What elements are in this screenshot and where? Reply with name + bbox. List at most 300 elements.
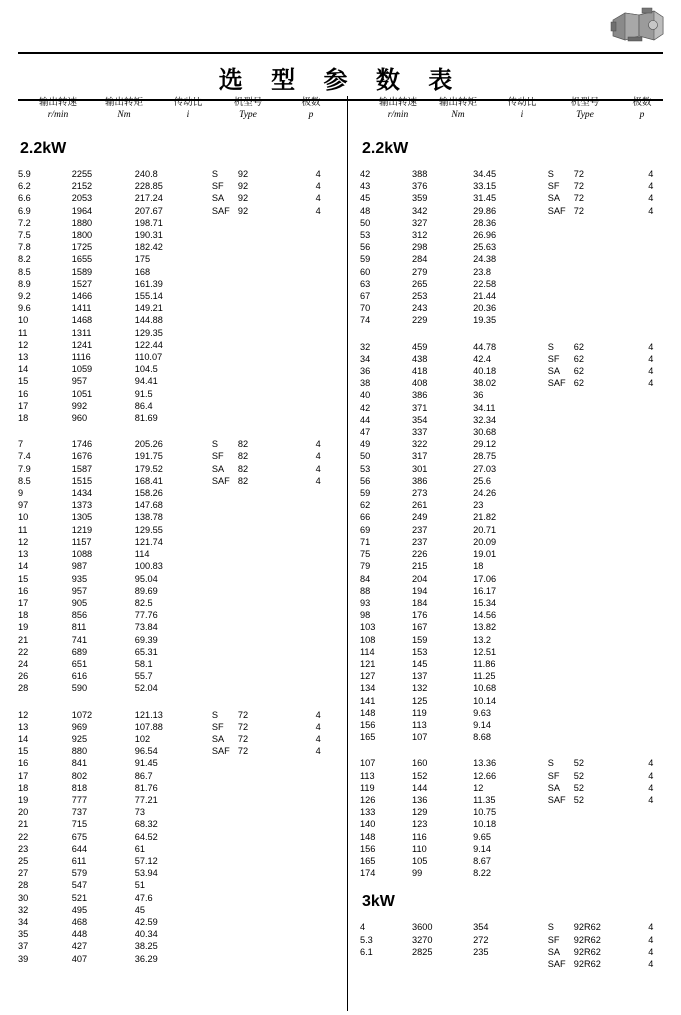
cell-output-torque: 427 bbox=[71, 941, 88, 952]
cell-output-speed: 45 bbox=[360, 193, 371, 204]
cell-output-torque: 992 bbox=[71, 400, 88, 411]
cell-type bbox=[212, 560, 298, 572]
cell-output-speed: 7.2 bbox=[18, 217, 31, 228]
table-row bbox=[18, 168, 338, 180]
cell-type bbox=[212, 475, 298, 487]
cell-output-torque: 1964 bbox=[71, 205, 93, 216]
table-row bbox=[360, 782, 670, 794]
cell-ratio: 33.15 bbox=[473, 181, 497, 192]
cell-output-torque: 167 bbox=[412, 622, 428, 633]
type-prefix: SF bbox=[547, 353, 560, 364]
type-prefix: SF bbox=[211, 721, 224, 732]
type-prefix: S bbox=[211, 169, 218, 179]
cell-ratio: 114 bbox=[134, 549, 150, 560]
table-row bbox=[18, 757, 338, 769]
type-prefix: SF bbox=[211, 451, 224, 462]
table-row bbox=[360, 229, 670, 241]
cell-type bbox=[212, 168, 298, 180]
table-row bbox=[360, 524, 670, 536]
cell-poles bbox=[632, 487, 671, 499]
cell-ratio: 26.96 bbox=[473, 230, 497, 241]
type-size: 92 bbox=[237, 169, 249, 179]
cell-output-torque: 215 bbox=[412, 561, 428, 572]
cell-output-speed: 26 bbox=[18, 671, 29, 682]
cell-output-speed: 5.3 bbox=[360, 934, 373, 945]
cell-ratio: 11.35 bbox=[473, 794, 496, 805]
cell-output-speed: 32 bbox=[18, 904, 29, 915]
cell-ratio: 20.09 bbox=[473, 536, 497, 547]
table-row bbox=[360, 192, 670, 204]
cell-ratio: 12.51 bbox=[473, 646, 497, 657]
type-size: 92 bbox=[237, 205, 249, 216]
table-row bbox=[18, 843, 338, 855]
cell-type bbox=[548, 241, 632, 253]
cell-type bbox=[548, 229, 632, 241]
cell-poles: 4 bbox=[315, 193, 321, 204]
cell-output-speed: 6.2 bbox=[18, 181, 31, 192]
cell-ratio: 121.13 bbox=[134, 709, 163, 720]
cell-output-speed: 97 bbox=[18, 500, 29, 511]
cell-output-torque: 123 bbox=[412, 819, 428, 830]
cell-output-speed: 5.9 bbox=[18, 169, 31, 179]
cell-ratio: 95.04 bbox=[134, 573, 158, 584]
cell-output-speed: 50 bbox=[360, 217, 371, 228]
cell-ratio: 73.84 bbox=[134, 622, 158, 633]
cell-type bbox=[212, 757, 298, 769]
type-size: 92 bbox=[237, 193, 249, 204]
cell-poles bbox=[632, 855, 671, 867]
table-row bbox=[360, 487, 670, 499]
cell-output-torque: 371 bbox=[412, 402, 428, 413]
cell-poles bbox=[298, 375, 338, 387]
cell-output-speed: 141 bbox=[360, 695, 376, 706]
cell-output-torque: 1305 bbox=[71, 512, 93, 523]
cell-type bbox=[548, 585, 632, 597]
table-row bbox=[18, 597, 338, 609]
cell-type bbox=[212, 524, 298, 536]
table-row bbox=[18, 831, 338, 843]
cell-ratio: 354 bbox=[473, 922, 489, 933]
cell-output-speed: 56 bbox=[360, 475, 371, 486]
table-row bbox=[18, 475, 338, 487]
cell-ratio: 38.25 bbox=[134, 941, 158, 952]
cell-output-speed: 75 bbox=[360, 549, 371, 560]
cell-output-torque: 880 bbox=[71, 746, 88, 757]
cell-output-speed: 14 bbox=[18, 561, 29, 572]
cell-output-speed: 6.9 bbox=[18, 205, 31, 216]
cell-poles bbox=[632, 426, 671, 438]
cell-ratio: 20.71 bbox=[473, 524, 497, 535]
table-row bbox=[360, 314, 670, 326]
cell-output-torque: 925 bbox=[71, 733, 88, 744]
cell-output-speed: 14 bbox=[18, 733, 29, 744]
cell-type bbox=[548, 855, 632, 867]
cell-poles bbox=[298, 487, 338, 499]
cell-poles bbox=[298, 241, 338, 253]
cell-type bbox=[212, 450, 298, 462]
cell-output-speed: 10 bbox=[18, 315, 29, 326]
cell-poles bbox=[632, 229, 671, 241]
cell-ratio: 44.78 bbox=[473, 341, 497, 352]
cell-poles bbox=[298, 217, 338, 229]
table-row bbox=[18, 363, 338, 375]
cell-output-speed: 20 bbox=[18, 807, 29, 818]
cell-poles bbox=[298, 928, 338, 940]
cell-output-speed: 19 bbox=[18, 622, 29, 633]
cell-output-speed: 6.1 bbox=[360, 946, 373, 957]
table-row bbox=[360, 731, 670, 743]
header-left-type: 机型号 Type bbox=[233, 97, 263, 120]
cell-type bbox=[548, 634, 632, 646]
cell-output-speed: 27 bbox=[18, 868, 29, 879]
cell-poles bbox=[298, 585, 338, 597]
cell-output-speed: 53 bbox=[360, 463, 371, 474]
cell-output-speed: 47 bbox=[360, 427, 371, 438]
cell-ratio: 110.07 bbox=[134, 352, 163, 363]
cell-type bbox=[212, 363, 298, 375]
cell-type bbox=[548, 609, 632, 621]
cell-ratio: 69.39 bbox=[134, 634, 158, 645]
cell-ratio: 47.6 bbox=[134, 892, 153, 903]
table-row bbox=[360, 217, 670, 229]
cell-poles bbox=[632, 609, 671, 621]
cell-output-torque: 1051 bbox=[71, 388, 93, 399]
cell-output-speed: 22 bbox=[18, 646, 29, 657]
cell-output-torque: 2255 bbox=[71, 169, 93, 179]
cell-output-torque: 204 bbox=[412, 573, 428, 584]
type-size: 92R62 bbox=[573, 958, 601, 969]
cell-output-speed: 4 bbox=[360, 922, 366, 933]
cell-output-speed bbox=[360, 958, 412, 970]
type-prefix: SA bbox=[211, 463, 225, 474]
cell-poles: 4 bbox=[648, 193, 654, 204]
cell-poles bbox=[632, 843, 671, 855]
cell-type bbox=[212, 302, 298, 314]
cell-output-torque: 354 bbox=[412, 414, 428, 425]
cell-type bbox=[548, 426, 632, 438]
cell-type bbox=[548, 818, 632, 830]
table-row bbox=[360, 958, 670, 970]
cell-output-speed: 84 bbox=[360, 573, 371, 584]
cell-ratio: 235 bbox=[473, 946, 489, 957]
table-row bbox=[360, 499, 670, 511]
cell-poles bbox=[298, 916, 338, 928]
type-size: 92 bbox=[237, 181, 249, 192]
cell-output-speed: 8.2 bbox=[18, 254, 31, 265]
cell-ratio: 31.45 bbox=[473, 193, 497, 204]
cell-output-speed: 44 bbox=[360, 414, 371, 425]
data-table bbox=[18, 438, 338, 694]
type-size: 62 bbox=[573, 341, 585, 352]
type-prefix: S bbox=[547, 341, 554, 352]
table-row bbox=[18, 585, 338, 597]
cell-ratio: 23.8 bbox=[473, 266, 492, 277]
cell-ratio: 175 bbox=[134, 254, 151, 265]
cell-type bbox=[212, 327, 298, 339]
cell-output-torque: 176 bbox=[412, 610, 428, 621]
cell-output-torque: 386 bbox=[412, 475, 428, 486]
cell-ratio: 191.75 bbox=[134, 451, 163, 462]
cell-output-speed: 16 bbox=[18, 585, 29, 596]
cell-poles bbox=[298, 388, 338, 400]
cell-poles bbox=[298, 609, 338, 621]
cell-ratio: 8.22 bbox=[473, 868, 492, 879]
cell-output-torque: 841 bbox=[71, 758, 88, 769]
cell-ratio: 161.39 bbox=[134, 278, 163, 289]
cell-type bbox=[548, 475, 632, 487]
cell-type bbox=[548, 934, 632, 946]
cell-output-torque: 905 bbox=[71, 597, 88, 608]
cell-output-speed: 59 bbox=[360, 488, 371, 499]
cell-type bbox=[548, 524, 632, 536]
type-size: 92R62 bbox=[573, 934, 601, 945]
cell-poles bbox=[298, 782, 338, 794]
type-size: 72 bbox=[237, 721, 249, 732]
cell-output-speed: 24 bbox=[18, 658, 29, 669]
cell-output-speed: 50 bbox=[360, 451, 371, 462]
cell-output-speed: 12 bbox=[18, 536, 29, 547]
table-row bbox=[360, 426, 670, 438]
type-size: 72 bbox=[237, 746, 249, 757]
cell-type bbox=[548, 290, 632, 302]
cell-type bbox=[548, 253, 632, 265]
cell-poles bbox=[632, 217, 671, 229]
right-column bbox=[360, 140, 670, 984]
table-row bbox=[18, 953, 338, 965]
cell-type bbox=[212, 609, 298, 621]
cell-poles bbox=[298, 597, 338, 609]
cell-ratio: 19.01 bbox=[473, 549, 497, 560]
cell-poles bbox=[632, 414, 671, 426]
cell-type bbox=[548, 621, 632, 633]
type-size: 82 bbox=[237, 475, 249, 486]
right-data-blocks bbox=[360, 168, 670, 879]
cell-output-torque: 3270 bbox=[412, 934, 433, 945]
type-prefix: SAF bbox=[547, 378, 566, 389]
cell-ratio: 24.38 bbox=[473, 254, 497, 265]
cell-output-speed: 36 bbox=[360, 366, 371, 377]
table-row bbox=[18, 670, 338, 682]
cell-output-speed: 103 bbox=[360, 622, 376, 633]
cell-type bbox=[212, 511, 298, 523]
cell-output-torque: 99 bbox=[412, 868, 423, 879]
cell-output-torque: 317 bbox=[412, 451, 428, 462]
table-row bbox=[18, 806, 338, 818]
cell-output-torque: 987 bbox=[71, 561, 88, 572]
cell-output-speed: 11 bbox=[18, 327, 28, 338]
cell-ratio: 77.76 bbox=[134, 610, 158, 621]
table-row bbox=[360, 946, 670, 958]
cell-output-speed: 37 bbox=[18, 941, 29, 952]
cell-output-torque: 125 bbox=[412, 695, 428, 706]
table-row bbox=[360, 621, 670, 633]
cell-type bbox=[212, 892, 298, 904]
type-prefix: SF bbox=[547, 770, 560, 781]
cell-output-speed: 119 bbox=[360, 782, 375, 793]
cell-type bbox=[548, 573, 632, 585]
cell-output-torque: 1088 bbox=[71, 549, 93, 560]
table-row bbox=[18, 511, 338, 523]
cell-output-torque: 715 bbox=[71, 819, 88, 830]
cell-output-torque: 468 bbox=[71, 916, 88, 927]
cell-poles bbox=[298, 253, 338, 265]
cell-output-speed: 98 bbox=[360, 610, 371, 621]
cell-type bbox=[212, 375, 298, 387]
cell-poles bbox=[298, 412, 338, 424]
cell-type bbox=[212, 597, 298, 609]
cell-poles bbox=[298, 314, 338, 326]
cell-poles: 4 bbox=[648, 782, 654, 793]
table-row bbox=[18, 375, 338, 387]
type-prefix: SAF bbox=[211, 475, 230, 486]
table-row bbox=[360, 511, 670, 523]
cell-ratio: 91.45 bbox=[134, 758, 158, 769]
cell-output-speed: 59 bbox=[360, 254, 371, 265]
cell-output-torque: 495 bbox=[71, 904, 88, 915]
cell-type bbox=[212, 278, 298, 290]
cell-type bbox=[548, 180, 632, 192]
cell-ratio: 190.31 bbox=[134, 230, 163, 241]
cell-ratio: 91.5 bbox=[134, 388, 153, 399]
type-size: 82 bbox=[237, 463, 249, 474]
cell-output-speed: 63 bbox=[360, 278, 371, 289]
cell-type bbox=[212, 205, 298, 217]
cell-output-speed: 107 bbox=[360, 758, 376, 769]
cell-type bbox=[548, 719, 632, 731]
cell-poles: 4 bbox=[648, 341, 654, 352]
cell-poles bbox=[298, 573, 338, 585]
cell-type bbox=[548, 670, 632, 682]
cell-output-speed: 10 bbox=[18, 512, 29, 523]
cell-poles bbox=[632, 573, 671, 585]
cell-ratio: 42.59 bbox=[134, 916, 158, 927]
cell-poles: 4 bbox=[315, 451, 321, 462]
cell-output-torque: 579 bbox=[71, 868, 88, 879]
cell-output-torque: 818 bbox=[71, 782, 88, 793]
cell-output-torque: 418 bbox=[412, 366, 428, 377]
type-size: 72 bbox=[573, 205, 585, 216]
cell-ratio: 9.14 bbox=[473, 843, 492, 854]
cell-output-torque: 312 bbox=[412, 230, 428, 241]
table-row bbox=[360, 719, 670, 731]
cell-poles: 4 bbox=[315, 733, 321, 744]
cell-output-torque: 119 bbox=[412, 707, 427, 718]
cell-poles bbox=[298, 351, 338, 363]
table-row bbox=[360, 806, 670, 818]
cell-output-speed: 70 bbox=[360, 303, 371, 314]
cell-ratio: 149.21 bbox=[134, 303, 163, 314]
cell-poles bbox=[632, 806, 671, 818]
table-row bbox=[18, 400, 338, 412]
cell-type bbox=[548, 921, 632, 933]
cell-type bbox=[212, 634, 298, 646]
cell-type bbox=[212, 794, 298, 806]
cell-poles bbox=[298, 302, 338, 314]
cell-type bbox=[548, 205, 632, 217]
cell-output-speed: 15 bbox=[18, 573, 29, 584]
cell-poles bbox=[632, 253, 671, 265]
cell-poles bbox=[632, 585, 671, 597]
cell-type bbox=[548, 168, 632, 180]
cell-type bbox=[212, 867, 298, 879]
table-row bbox=[18, 499, 338, 511]
cell-output-speed: 156 bbox=[360, 719, 376, 730]
table-row bbox=[360, 843, 670, 855]
cell-output-torque: 737 bbox=[71, 807, 88, 818]
cell-ratio: 42.4 bbox=[473, 353, 492, 364]
left-data-blocks bbox=[18, 168, 338, 965]
table-row bbox=[360, 536, 670, 548]
cell-type bbox=[212, 904, 298, 916]
cell-output-torque: 1411 bbox=[71, 303, 92, 314]
cell-ratio: 36 bbox=[473, 390, 484, 401]
cell-poles bbox=[632, 818, 671, 830]
cell-type bbox=[548, 302, 632, 314]
cell-ratio: 122.44 bbox=[134, 339, 163, 350]
cell-poles: 4 bbox=[315, 475, 321, 486]
type-prefix: SA bbox=[547, 782, 561, 793]
table-row bbox=[18, 855, 338, 867]
cell-type bbox=[212, 266, 298, 278]
cell-poles: 4 bbox=[648, 378, 654, 389]
cell-type bbox=[212, 351, 298, 363]
cell-ratio bbox=[473, 958, 548, 970]
table-row bbox=[18, 916, 338, 928]
type-prefix: SA bbox=[547, 193, 561, 204]
cell-type bbox=[548, 353, 632, 365]
cell-poles bbox=[632, 266, 671, 278]
cell-type bbox=[548, 806, 632, 818]
table-row bbox=[18, 573, 338, 585]
type-size: 62 bbox=[573, 378, 585, 389]
data-table bbox=[360, 341, 670, 744]
cell-poles bbox=[298, 621, 338, 633]
cell-ratio: 13.82 bbox=[473, 622, 497, 633]
cell-poles bbox=[298, 757, 338, 769]
type-size: 72 bbox=[573, 181, 585, 192]
table-row bbox=[360, 682, 670, 694]
table-row bbox=[360, 707, 670, 719]
cell-poles bbox=[298, 867, 338, 879]
cell-ratio: 14.56 bbox=[473, 610, 497, 621]
cell-ratio: 9.65 bbox=[473, 831, 492, 842]
header-left-rpm: 输出转速 r/min bbox=[38, 97, 77, 120]
cell-ratio: 107.88 bbox=[134, 721, 163, 732]
cell-poles bbox=[632, 634, 671, 646]
cell-output-torque bbox=[412, 958, 473, 970]
table-row bbox=[18, 560, 338, 572]
cell-output-speed: 114 bbox=[360, 646, 375, 657]
cell-output-speed: 62 bbox=[360, 500, 371, 511]
cell-ratio: 81.76 bbox=[134, 782, 158, 793]
cell-type bbox=[548, 831, 632, 843]
cell-poles: 4 bbox=[648, 181, 654, 192]
cell-output-torque: 1655 bbox=[71, 254, 93, 265]
cell-type bbox=[212, 217, 298, 229]
right-data-blocks-3kw bbox=[360, 921, 670, 970]
cell-poles: 4 bbox=[648, 366, 654, 377]
gear-motor-icon bbox=[609, 6, 667, 46]
cell-type bbox=[548, 548, 632, 560]
cell-type bbox=[548, 757, 632, 769]
cell-poles bbox=[298, 770, 338, 782]
cell-type bbox=[212, 438, 298, 450]
cell-ratio: 52.04 bbox=[134, 683, 158, 694]
table-row bbox=[360, 389, 670, 401]
table-row bbox=[360, 278, 670, 290]
cell-ratio: 13.2 bbox=[473, 634, 492, 645]
cell-poles bbox=[632, 695, 671, 707]
